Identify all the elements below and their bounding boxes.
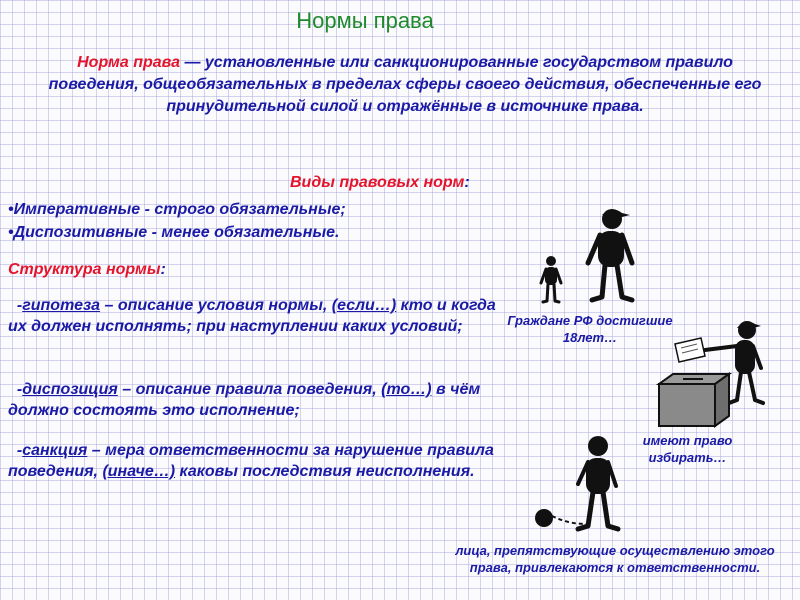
tall-person-illustration — [580, 205, 640, 305]
disposition-mid: – описание правила поведения, — [117, 381, 382, 398]
types-heading-text: Виды правовых норм — [290, 174, 465, 191]
structure-heading-text: Структура нормы — [8, 261, 161, 278]
citizens-caption: Граждане РФ достигшие 18лет… — [507, 313, 673, 345]
disposition-prefix: - — [16, 381, 23, 398]
types-heading-colon: : — [464, 174, 470, 191]
sanction-prefix: - — [16, 442, 23, 459]
ballot-box-illustration — [655, 370, 735, 430]
disposition-rest: в чём должно состоять это исполнение; — [8, 381, 481, 419]
offenders-caption: лица, препятствующие осуществлению этого права, привлекаются к ответственности. — [455, 543, 775, 575]
disposition-marker: (то…) — [381, 381, 432, 398]
types-list — [8, 198, 346, 244]
types-item-dispositive: •Диспозитивные - менее обязательные. — [8, 224, 340, 241]
structure-heading — [8, 261, 166, 279]
sanction-marker: (иначе…) — [102, 463, 176, 480]
structure-disposition — [8, 379, 508, 421]
structure-hypothesis — [8, 295, 508, 337]
small-person-illustration — [536, 255, 566, 305]
vote-caption: имеют право избирать… — [642, 433, 733, 465]
sanction-term: санкция — [22, 442, 88, 459]
definition-text: — установленные или санкционированные государством правило поведения, общеобязательных в пределах сферы своего действия, обеспеченные его принудительной силой и отражённые в источнике права. — [48, 54, 762, 115]
disposition-term: диспозиция — [22, 381, 118, 398]
structure-heading-colon: : — [160, 261, 166, 278]
structure-sanction — [8, 440, 508, 482]
definition-term: Норма права — [77, 54, 180, 71]
prisoner-illustration — [530, 432, 640, 542]
sanction-rest: каковы последствия неисполнения. — [175, 463, 475, 480]
page-title: Нормы права — [296, 8, 434, 33]
hypothesis-prefix: - — [16, 297, 23, 314]
hypothesis-rest: кто и когда их должен исполнять; при наступлении каких условий; — [8, 297, 496, 335]
hypothesis-mid: – описание условия нормы, — [100, 297, 332, 314]
hypothesis-marker: (если…) — [331, 297, 397, 314]
hypothesis-term: гипотеза — [22, 297, 101, 314]
types-heading — [290, 174, 470, 192]
types-item-imperative: •Императивные - строго обязательные; — [8, 201, 346, 218]
sanction-mid: – мера ответственности за нарушение правила поведения, — [8, 442, 494, 480]
definition-paragraph — [30, 52, 780, 118]
